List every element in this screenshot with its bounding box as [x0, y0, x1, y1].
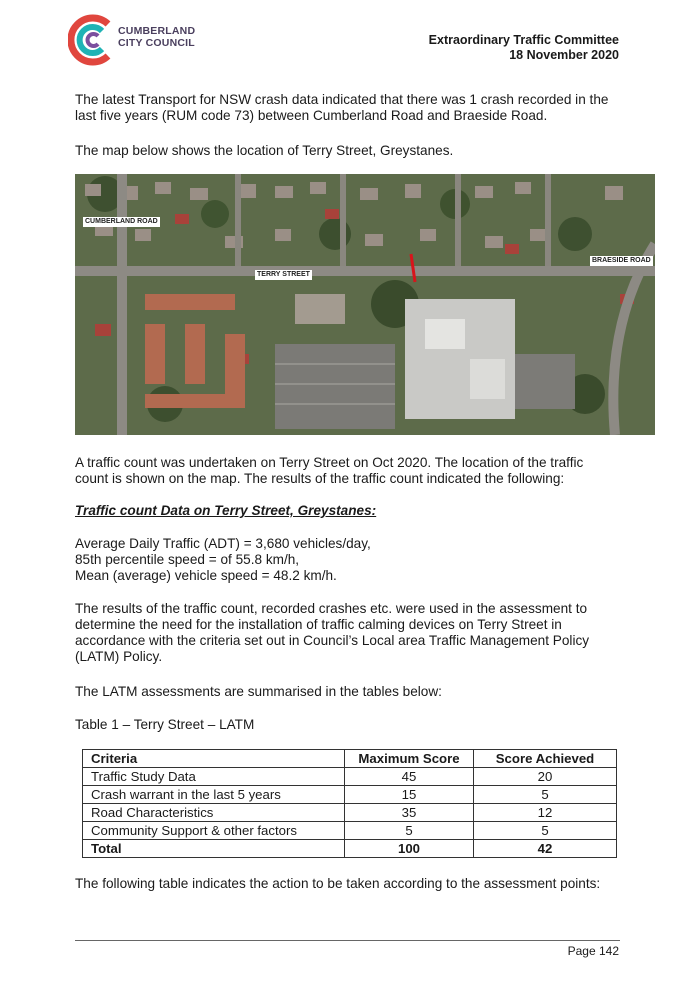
footer-divider [75, 940, 620, 941]
header-criteria: Criteria [83, 750, 345, 768]
traffic-data-list [75, 536, 620, 584]
meeting-date: 18 November 2020 [509, 48, 619, 62]
document-header [429, 33, 619, 63]
header-score-achieved: Score Achieved [474, 750, 617, 768]
table-row [83, 822, 617, 840]
criteria-cell: Community Support & other factors [83, 822, 345, 840]
table-row [83, 804, 617, 822]
max-score-cell: 35 [345, 804, 474, 822]
table-row [83, 786, 617, 804]
logo-text-line2: CITY COUNCIL [118, 37, 195, 49]
score-achieved-cell: 5 [474, 822, 617, 840]
criteria-cell: Traffic Study Data [83, 768, 345, 786]
criteria-cell: Crash warrant in the last 5 years [83, 786, 345, 804]
p85-speed-line: 85th percentile speed = of 55.8 km/h, [75, 552, 300, 567]
criteria-cell: Road Characteristics [83, 804, 345, 822]
total-label-cell: Total [83, 840, 345, 858]
committee-title: Extraordinary Traffic Committee [428, 33, 619, 47]
traffic-data-heading: Traffic count Data on Terry Street, Greystanes: [75, 503, 377, 518]
page-number: Page 142 [567, 944, 619, 958]
council-logo [68, 14, 198, 66]
traffic-count-paragraph: A traffic count was undertaken on Terry Street on Oct 2020. The location of the traffic count is shown on the map. The results of the traffic count indicated the following: [75, 455, 584, 486]
map-label-cumberland-road: CUMBERLAND ROAD [85, 218, 158, 225]
council-logo-icon [68, 14, 116, 66]
score-achieved-cell: 20 [474, 768, 617, 786]
map-label-braeside-road: BRAESIDE ROAD [592, 257, 651, 264]
table-caption: Table 1 – Terry Street – LATM [75, 717, 255, 732]
aerial-map [75, 174, 655, 435]
max-score-cell: 5 [345, 822, 474, 840]
crash-paragraph: The latest Transport for NSW crash data indicated that there was 1 crash recorded in the last five years (RUM code 73) between Cumberland Road and Braeside Road. [75, 92, 609, 123]
adt-line: Average Daily Traffic (ADT) = 3,680 vehicles/day, [75, 536, 371, 551]
latm-summary-paragraph: The LATM assessments are summarised in the tables below: [75, 684, 442, 699]
total-max-score-cell: 100 [345, 840, 474, 858]
logo-text-line1: CUMBERLAND [118, 25, 196, 37]
total-score-achieved-cell: 42 [474, 840, 617, 858]
max-score-cell: 45 [345, 768, 474, 786]
results-paragraph: The results of the traffic count, recorded crashes etc. were used in the assessment to determine the need for the installation of traffic calming devices on Terry Street in accordance with the criteria set out in Council’s Local area Traffic Management Policy (LATM) Policy. [75, 601, 590, 664]
table-total-row [83, 840, 617, 858]
latm-table [82, 749, 617, 858]
map-label-terry-street: TERRY STREET [257, 271, 310, 278]
score-achieved-cell: 5 [474, 786, 617, 804]
score-achieved-cell: 12 [474, 804, 617, 822]
following-table-paragraph: The following table indicates the action to be taken according to the assessment points: [75, 876, 601, 891]
max-score-cell: 15 [345, 786, 474, 804]
mean-speed-line: Mean (average) vehicle speed = 48.2 km/h. [75, 568, 337, 583]
aerial-map-image [75, 174, 655, 435]
map-intro-paragraph: The map below shows the location of Terry Street, Greystanes. [75, 143, 454, 158]
table-header-row [83, 750, 617, 768]
header-max-score: Maximum Score [345, 750, 474, 768]
table-row [83, 768, 617, 786]
